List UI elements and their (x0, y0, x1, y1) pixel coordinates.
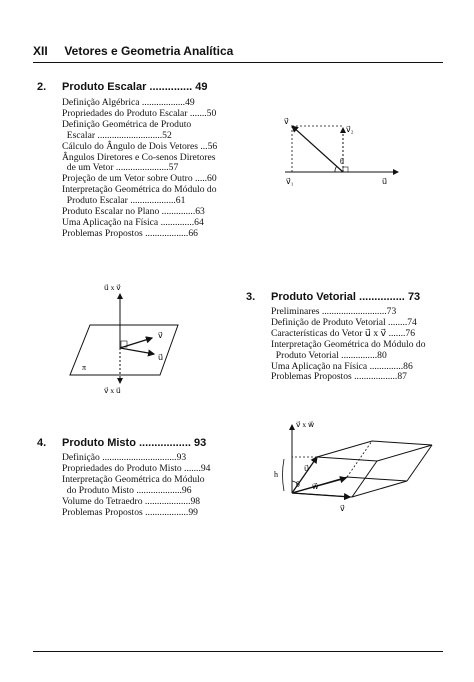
label-u: u⃗ (382, 177, 388, 186)
toc-entry: Definição ...............................93 (62, 452, 187, 463)
label-pi: π (82, 363, 87, 372)
chapter-title: Produto Vetorial (271, 291, 356, 303)
toc-entry: Definição Geométrica de Produto (62, 118, 192, 130)
toc-entry: Cálculo do Ângulo de Dois Vetores ...56 (62, 140, 218, 152)
parallelepiped-figure (272, 415, 437, 530)
chapter-4-heading (37, 437, 206, 449)
toc-entry: Problemas Propostos ..................99 (62, 506, 198, 518)
label-vxu: v⃗ x u⃗ (104, 386, 121, 395)
cross-product-plane-figure (60, 280, 200, 395)
label-v1: v⃗₁ (286, 177, 294, 186)
vector-v-line (292, 126, 343, 172)
chapter-2-heading (37, 81, 208, 93)
toc-entry: Interpretação Geométrica do Módulo do (62, 184, 217, 196)
toc-entry: Produto Escalar no Plano ..............63 (62, 206, 205, 218)
chapter-3-heading (246, 291, 420, 303)
edge (407, 445, 432, 481)
label-w: w⃗ (312, 482, 319, 491)
label-v2: v⃗₂ (346, 125, 354, 134)
label-h: h (274, 470, 278, 479)
chapter-leader-dots: ................. (135, 437, 191, 449)
toc-entry: de um Vetor ......................57 (62, 162, 179, 174)
chapter-leader-dots: ............... (355, 291, 405, 303)
label-theta: θ (340, 157, 344, 166)
angle-arc (335, 166, 337, 172)
chapter-title: Produto Misto (62, 437, 136, 449)
chapter-title: Produto Escalar (62, 81, 147, 93)
toc-entry: Escalar ...........................52 (62, 129, 172, 141)
toc-entry: Propriedades do Produto Misto .......94 (62, 462, 211, 474)
chapter-3-toc (271, 307, 426, 383)
toc-entry: Preliminares ...........................73 (271, 306, 397, 317)
chapter-4-toc (62, 453, 210, 518)
running-header (33, 44, 233, 58)
label-uxv: u⃗ x v⃗ (104, 283, 121, 292)
toc-entry: Produto Vetorial ...............80 (271, 349, 387, 361)
label-v: v⃗ (284, 117, 289, 126)
label-u: u⃗ (158, 353, 164, 362)
footer-rule (33, 651, 443, 652)
toc-entry: Definição Algébrica ..................49 (62, 97, 195, 108)
chapter-page: 93 (194, 437, 207, 449)
label-v: v⃗ (158, 331, 163, 340)
page-number: XII (33, 44, 48, 58)
projection-figure (280, 112, 410, 192)
toc-entry: Interpretação Geométrica do Módulo (62, 473, 205, 485)
label-theta: θ (296, 480, 300, 489)
toc-entry: do Produto Misto ...................96 (62, 484, 192, 496)
chapter-number: 4. (37, 437, 47, 449)
book-title: Vetores e Geometria Analítica (64, 44, 234, 58)
toc-entry: Interpretação Geométrica do Módulo do (271, 338, 426, 350)
label-u: u⃗ (304, 464, 310, 473)
chapter-page: 49 (195, 81, 208, 93)
header-rule (33, 62, 443, 63)
right-angle-mark (343, 167, 348, 172)
toc-entry: Características do Vetor u⃗ x v⃗ .......76 (271, 327, 415, 339)
toc-entry: Problemas Propostos ..................66 (62, 227, 198, 239)
label-v: v⃗ (340, 504, 345, 513)
toc-entry: Uma Aplicação na Física ..............86 (271, 360, 413, 372)
toc-entry: Projeção de um Vetor sobre Outro .....60 (62, 173, 217, 185)
chapter-number: 3. (246, 291, 256, 303)
toc-entry: Volume do Tetraedro ...................98 (62, 495, 201, 507)
chapter-2-toc (62, 98, 217, 240)
toc-entry: Uma Aplicação na Física ..............64 (62, 216, 204, 228)
chapter-page: 73 (407, 291, 421, 303)
toc-entry: Propriedades do Produto Escalar .......50 (62, 107, 217, 119)
vector-w-line (292, 478, 346, 493)
vector-v-line (292, 493, 350, 497)
toc-entry: Definição de Produto Vetorial ........74 (271, 316, 417, 328)
chapter-number: 2. (37, 81, 47, 93)
top-face (317, 441, 432, 461)
label-vxw: v⃗ x w⃗ (296, 420, 315, 429)
chapter-leader-dots: .............. (146, 81, 193, 93)
toc-entry: Produto Escalar ...................61 (62, 195, 186, 207)
toc-entry: Ângulos Diretores e Co-senos Diretores (62, 151, 216, 163)
height-brace (283, 459, 285, 491)
toc-entry: Problemas Propostos ..................87 (271, 371, 407, 383)
